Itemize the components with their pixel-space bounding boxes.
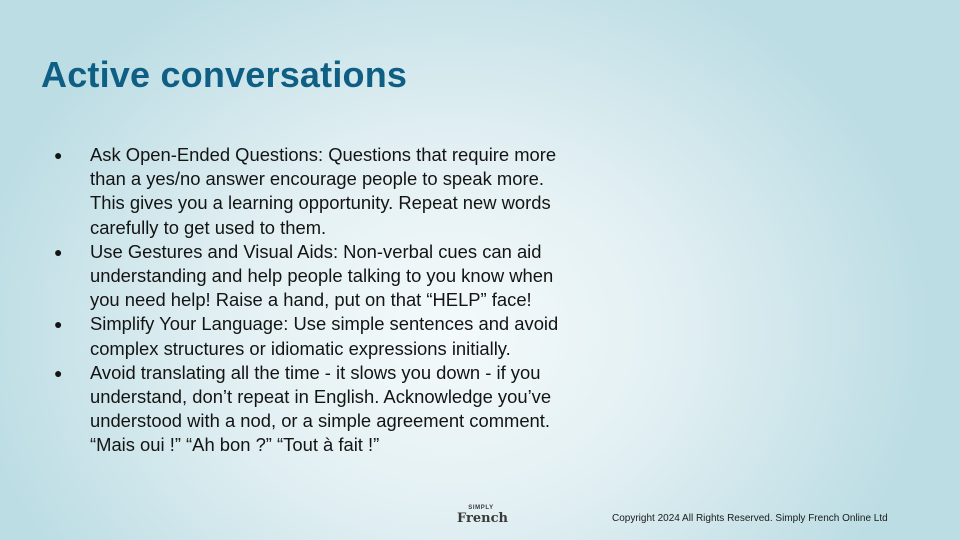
bullet-item [52, 143, 572, 240]
bullet-dot-icon: ● [54, 316, 63, 333]
bullet-item [52, 240, 572, 313]
logo-bottom-text: French [457, 511, 508, 526]
simply-french-logo [457, 505, 508, 533]
logo-top-text: SIMPLY [468, 505, 494, 511]
bullet-text: Use Gestures and Visual Aids: Non-verbal cues can aid understanding and help people talking to you know when you need help! Raise a hand, put on that “HELP” face! [90, 240, 554, 311]
bullet-dot-icon: ● [54, 243, 63, 260]
bullet-text: Simplify Your Language: Use simple sentences and avoid complex structures or idiomatic expressions initially. [90, 313, 559, 359]
bullet-text: Avoid translating all the time - it slows you down - if you understand, don’t repeat in English. Acknowledge you’ve understood with a nod, or a simple agreement comment. “Mais oui !” “Ah bon ?” “Tout à fait !” [90, 361, 552, 456]
bullet-text: Ask Open-Ended Questions: Questions that require more than a yes/no answer encourage people to speak more. This gives you a learning opportunity. Repeat new words carefully to get used to them. [90, 144, 557, 238]
bullet-dot-icon: ● [54, 147, 63, 163]
copyright-notice: Copyright 2024 All Rights Reserved. Simply French Online Ltd [612, 513, 888, 524]
bullet-item [52, 361, 572, 458]
bullet-dot-icon: ● [54, 364, 63, 381]
bullet-item [52, 312, 572, 360]
bullet-list [52, 143, 572, 458]
slide-title: Active conversations [41, 54, 408, 95]
